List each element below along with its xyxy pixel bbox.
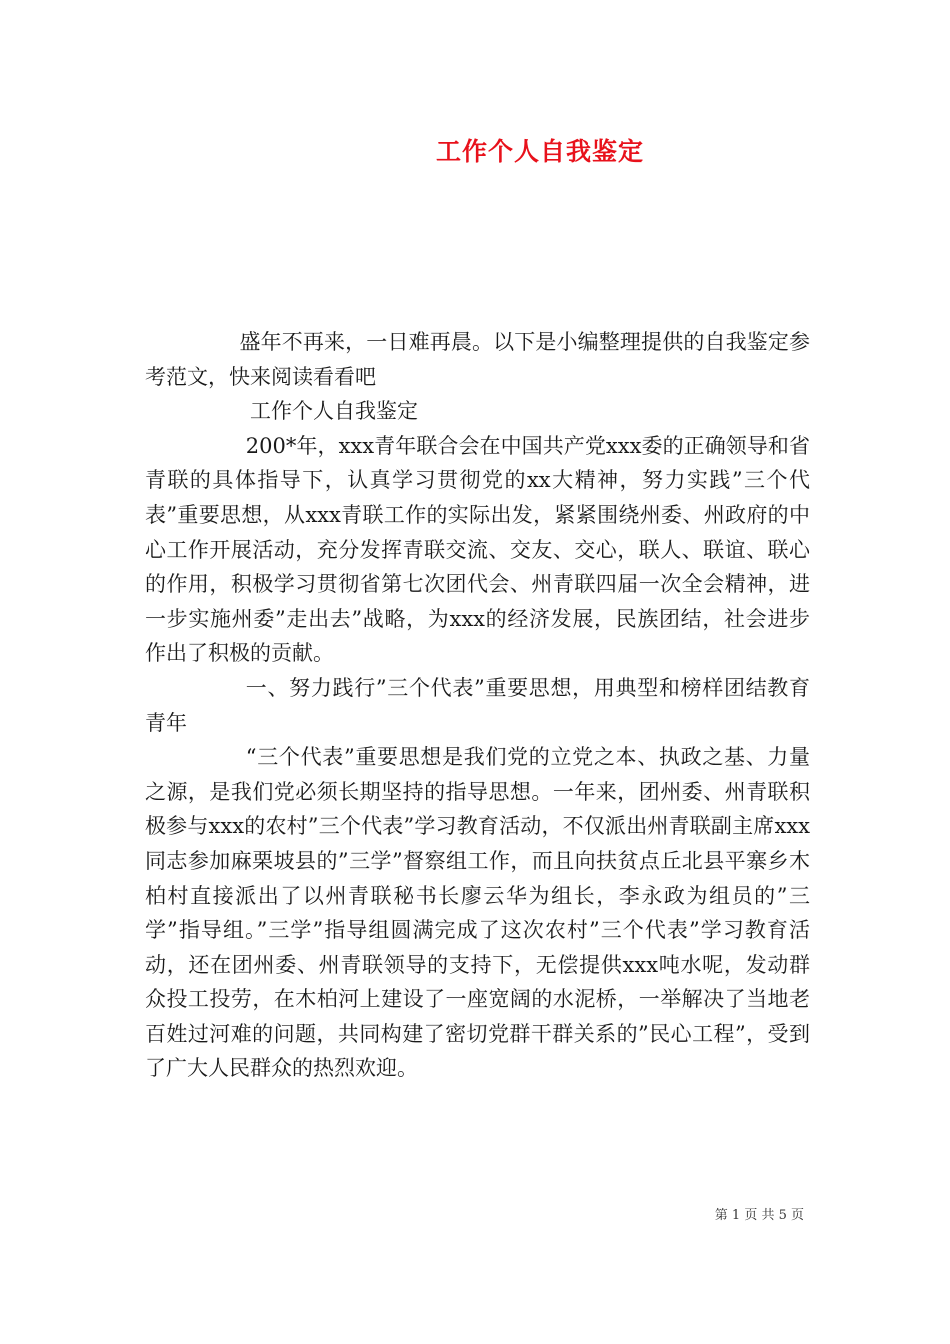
body-paragraph: 200*年，xxx青年联合会在中国共产党xxx委的正确领导和省青联的具体指导下，认真学习贯彻党的xx大精神，努力实践”三个代表”重要思想，从xxx青联工作的实际出发，紧紧围绕州委、州政府的中心工作开展活动，充分发挥青联交流、交友、交心，联人、联谊、联心的作用，积极学习贯彻省第七次团代会、州青联四届一次全会精神，进一步实施州委”走出去”战略，为xxx的经济发展，民族团结，社会进步作出了积极的贡献。	[145, 433, 810, 666]
intro-paragraph: 盛年不再来，一日难再晨。以下是小编整理提供的自我鉴定参考范文，快来阅读看看吧	[145, 330, 810, 389]
section-heading: 工作个人自我鉴定	[250, 399, 418, 424]
section-heading-one: 一、努力践行”三个代表”重要思想，用典型和榜样团结教育青年	[145, 675, 810, 735]
body-paragraph: “三个代表”重要思想是我们党的立党之本、执政之基、力量之源，是我们党必须长期坚持的指导思想。一年来，团州委、州青联积极参与xxx的农村”三个代表”学习教育活动，不仅派出州青联副主席xxx同志参加麻栗坡县的”三学”督察组工作，而且向扶贫点丘北县平寨乡木柏村直接派出了以州青联秘书长廖云华为组长，李永政为组员的”三学”指导组。”三学”指导组圆满完成了这次农村”三个代表”学习教育活动，还在团州委、州青联领导的支持下，无偿提供xxx吨水呢，发动群众投工投劳，在木柏河上建设了一座宽阔的水泥桥，一举解决了当地老百姓过河难的问题，共同构建了密切党群干群关系的”民心工程”，受到了广大人民群众的热烈欢迎。	[145, 745, 810, 1081]
page-number-footer: 第 1 页 共 5 页	[714, 1208, 804, 1223]
document-body	[145, 325, 810, 1086]
page-title: 工作个人自我鉴定	[435, 137, 644, 166]
